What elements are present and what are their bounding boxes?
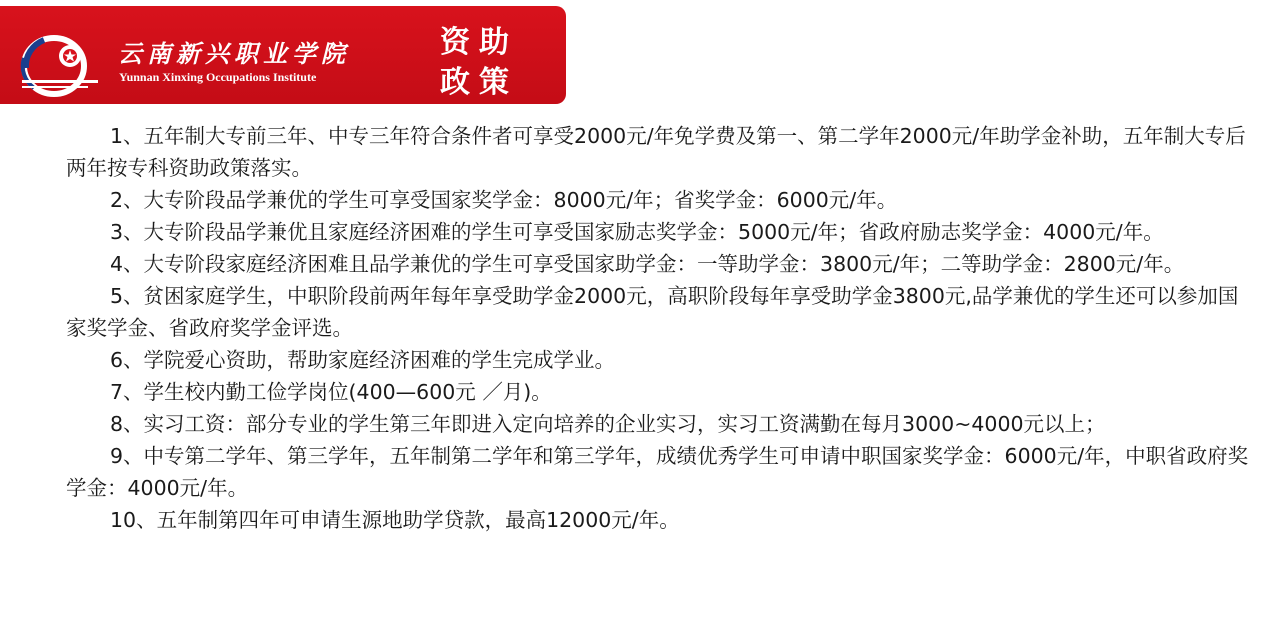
policy-item-1: 1、五年制大专前三年、中专三年符合条件者可享受2000元/年免学费及第一、第二学年2000元/年助学金补助，五年制大专后两年按专科资助政策落实。	[66, 124, 1246, 180]
school-logo-icon	[14, 28, 106, 100]
policy-item-3: 3、大专阶段品学兼优且家庭经济困难的学生可享受国家励志奖学金：5000元/年；省政府励志奖学金：4000元/年。	[110, 220, 1164, 244]
policy-item-5: 5、贫困家庭学生，中职阶段前两年每年享受助学金2000元，高职阶段每年享受助学金3800元,品学兼优的学生还可以参加国家奖学金、省政府奖学金评选。	[66, 284, 1239, 340]
policy-item-2: 2、大专阶段品学兼优的学生可享受国家奖学金：8000元/年；省奖学金：6000元/年。	[110, 188, 898, 212]
school-name-cn: 云南新兴职业学院	[118, 39, 350, 68]
policy-list	[66, 120, 1258, 536]
policy-item-9: 9、中专第二学年、第三学年，五年制第二学年和第三学年，成绩优秀学生可申请中职国家奖学金：6000元/年，中职省政府奖学金：4000元/年。	[66, 444, 1249, 500]
policy-item-8: 8、实习工资：部分专业的学生第三年即进入定向培养的企业实习，实习工资满勤在每月3000~4000元以上；	[110, 412, 1106, 436]
page-title-line2: 政策	[440, 65, 518, 100]
policy-item-10: 10、五年制第四年可申请生源地助学贷款，最高12000元/年。	[110, 508, 680, 532]
school-name-en: Yunnan Xinxing Occupations Institute	[119, 70, 317, 84]
header-banner	[0, 6, 566, 104]
policy-item-6: 6、学院爱心资助，帮助家庭经济困难的学生完成学业。	[110, 348, 616, 372]
policy-item-7: 7、学生校内勤工俭学岗位(400—600元 ／月)。	[110, 380, 552, 404]
page-title-line1: 资助	[440, 25, 518, 60]
policy-item-4: 4、大专阶段家庭经济困难且品学兼优的学生可享受国家助学金：一等助学金：3800元/年；二等助学金：2800元/年。	[110, 252, 1185, 276]
